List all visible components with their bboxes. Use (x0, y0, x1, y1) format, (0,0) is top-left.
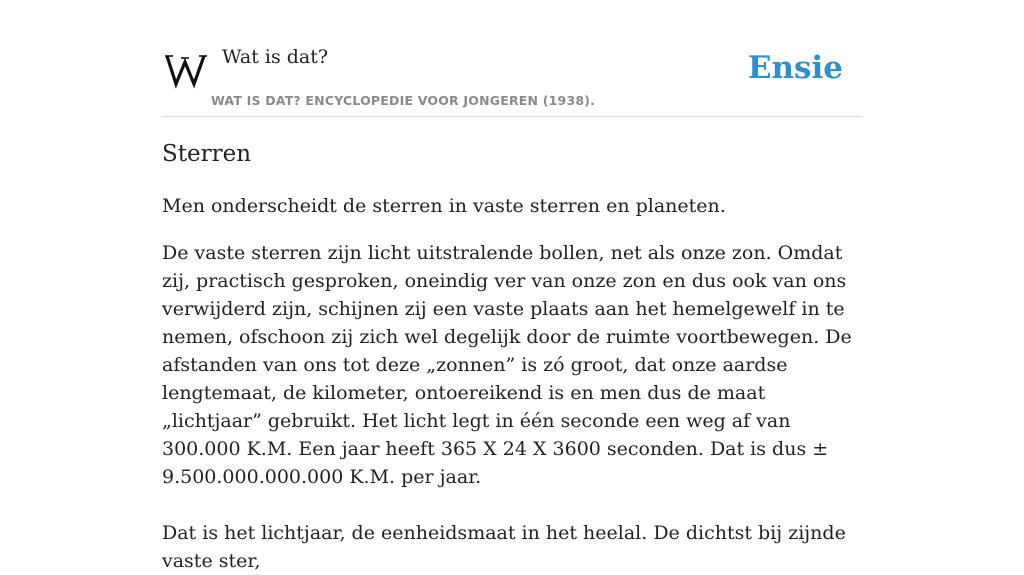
article-paragraph: Men onderscheidt de sterren in vaste sterren en planeten. (162, 195, 726, 217)
wikipedia-w-icon (165, 52, 207, 88)
article-title: Sterren (162, 141, 252, 167)
article-paragraph: De vaste sterren zijn licht uitstralende bollen, net als onze zon. Omdat zij, practisch gesproken, oneindig ver van onze zon en dus ook van ons verwijderd zijn, schijnen zij een vaste plaats aan het hemelgewelf in te nemen, ofschoon zij zich wel degelijk door de ruimte voortbewegen. De afstanden van ons tot deze „zonnen” is zó groot, dat onze aardse lengtemaat, de kilometer, ontoereikend is en men dus de maat „lichtjaar” gebruikt. Het licht legt in één seconde een weg af van 300.000 K.M. Een jaar heeft 365 X 24 X 3600 seconden. Dat is dus ± 9.500.000.000.000 K.M. per jaar. Dat is het lichtjaar, de eenheidsmaat in het heelal. De dichtst bij zijnde vaste ster, (162, 242, 852, 572)
article (162, 138, 864, 575)
source-title[interactable]: Wat is dat? (222, 46, 329, 68)
ensie-logo-link[interactable]: Ensie (747, 50, 843, 86)
header (162, 40, 862, 117)
source-subtitle: WAT IS DAT? ENCYCLOPEDIE VOOR JONGEREN (1938). (211, 93, 596, 108)
